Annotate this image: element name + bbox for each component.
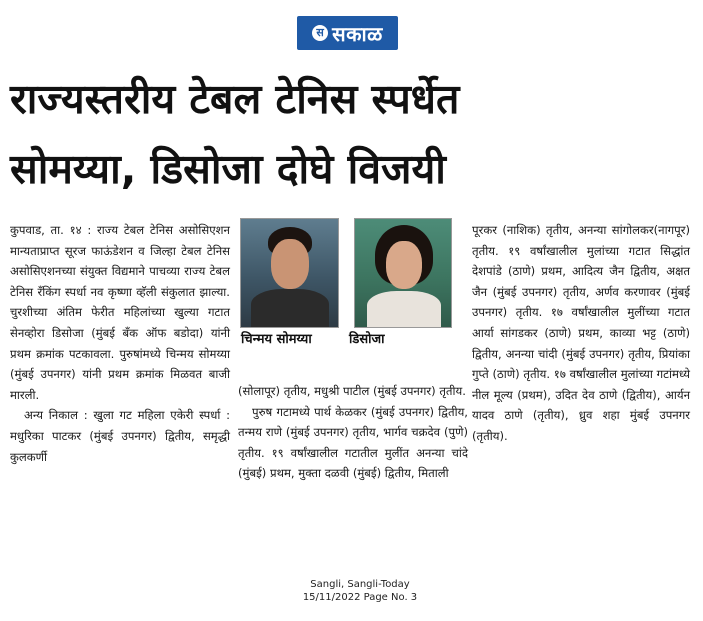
article-column-3 bbox=[472, 220, 690, 447]
article-paragraph: कुपवाड, ता. १४ : राज्य टेबल टेनिस असोसिएशन मान्यताप्राप्त सूरज फाऊंडेशन व जिल्हा टेबल टेनिस असोसिएशनच्या संयुक्त विद्यमाने पाचव्या राज्य टेबल टेनिस रँकिंग स्पर्धा नव कृष्णा व्हॅली संकुलात झाल्या. चुरशीच्या अंतिम फेरीत महिलांच्या खुल्या गटात सेनव्होरा डिसोजा (मुंबई बँक ऑफ बडोदा) यांनी प्रथम क्रमांक पटकावला. पुरुषांमध्ये चिन्मय सोमय्या (मुंबई उपनगर) यांनी प्रथम क्रमांक मिळवत बाजी मारली. bbox=[10, 223, 230, 402]
article-paragraph: (सोलापूर) तृतीय, मधुश्री पाटील (मुंबई उपनगर) तृतीय. bbox=[238, 384, 466, 398]
article-paragraph: पुरुष गटामध्ये पार्थ केळकर (मुंबई उपनगर) द्वितीय, तन्मय राणे (मुंबई उपनगर) तृतीय, भार्गव चक्रदेव (पुणे) तृतीय. १९ वर्षांखालील गटातील मुलींत अनन्या चांदे (मुंबई) प्रथम, मुक्ता दळवी (मुंबई) द्वितीय, मिताली bbox=[238, 404, 468, 481]
article-paragraph: पूरकर (नाशिक) तृतीय, अनन्या सांगोलकर(नागपूर) तृतीय. १९ वर्षांखालील मुलांच्या गटात सिद्धांत देशपांडे (ठाणे) प्रथम, आदित्य जैन द्वितीय, अक्षत जैन (मुंबई उपनगर) तृतीय, अर्णव करणावर (मुंबई उपनगर) तृतीय. १७ वर्षांखालील मुलींच्या गटात आर्या सांगडकर (ठाणे) प्रथम, काव्या भट्ट (ठाणे) द्वितीय, अनन्या चांदी (मुंबई उपनगर) तृतीय, प्रियांका गुप्ते (ठाणे) तृतीय. १७ वर्षांखालील मुलांच्या गटांमध्ये नील मूल्य (प्रथम), उदित देव ठाणे (द्वितीय), आर्यन यादव ठाणे (तृतीय), ध्रुव शहा मुंबई उपनगर (तृतीय). bbox=[472, 223, 690, 443]
article-column-2 bbox=[238, 381, 468, 484]
logo-emblem-icon: स bbox=[312, 25, 328, 41]
photo-caption-1: चिन्मय सोमय्या bbox=[241, 332, 312, 347]
shirt-shape bbox=[367, 291, 441, 327]
headline-line-2: सोमय्या, डिसोजा दोघे विजयी bbox=[10, 145, 446, 193]
source-edition: Sangli, Sangli-Today bbox=[310, 579, 410, 590]
face-shape bbox=[271, 239, 309, 289]
photo-disoja bbox=[354, 218, 452, 328]
source-footer bbox=[260, 578, 460, 604]
newspaper-name: सकाळ bbox=[332, 21, 383, 46]
article-paragraph: अन्य निकाल : खुला गट महिला एकेरी स्पर्धा : मधुरिका पाटकर (मुंबई उपनगर) द्वितीय, समृद्धी कुलकर्णी bbox=[10, 408, 230, 464]
face-shape bbox=[386, 241, 422, 289]
source-date-page: 15/11/2022 Page No. 3 bbox=[302, 592, 418, 603]
shirt-shape bbox=[251, 289, 329, 327]
article-column-1 bbox=[10, 220, 230, 467]
newspaper-logo bbox=[297, 16, 398, 50]
photo-chinmay-somayya bbox=[240, 218, 339, 328]
headline-line-1: राज्यस्तरीय टेबल टेनिस स्पर्धेत bbox=[10, 75, 460, 123]
photo-caption-2: डिसोजा bbox=[349, 332, 385, 347]
